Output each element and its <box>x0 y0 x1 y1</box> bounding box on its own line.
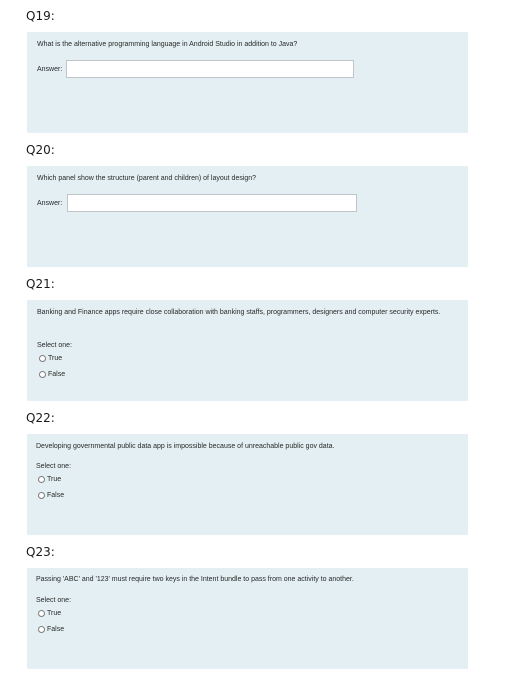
radio-button[interactable] <box>38 492 45 499</box>
option-false-q21[interactable] <box>39 371 65 378</box>
option-label: True <box>48 355 63 362</box>
question-text-q19: What is the alternative programming language in Android Studio in addition to Java? <box>37 41 298 48</box>
question-box-q23 <box>27 568 468 669</box>
radio-button[interactable] <box>39 371 46 378</box>
question-text-q23: Passing 'ABC' and '123' must require two keys in the Intent bundle to pass from one activity to another. <box>36 576 354 583</box>
question-box-q20 <box>27 166 468 267</box>
question-title-q19: Q19: <box>26 9 55 23</box>
question-title-q21: Q21: <box>26 277 55 291</box>
option-true-q22[interactable] <box>38 476 61 483</box>
select-label-q22: Select one: <box>36 463 72 470</box>
question-text-q22: Developing governmental public data app is impossible because of unreachable public gov data. <box>36 443 335 450</box>
answer-label-q20: Answer: <box>37 200 63 207</box>
question-title-q23: Q23: <box>26 545 55 559</box>
question-title-q22: Q22: <box>26 411 55 425</box>
radio-button[interactable] <box>39 355 46 362</box>
answer-input-q20[interactable] <box>67 194 357 212</box>
question-box-q22 <box>27 434 468 535</box>
option-true-q23[interactable] <box>38 610 61 617</box>
option-label: False <box>47 626 65 633</box>
select-label-q21: Select one: <box>37 342 73 349</box>
question-title-q20: Q20: <box>26 143 55 157</box>
option-false-q22[interactable] <box>38 492 64 499</box>
answer-label-q19: Answer: <box>37 66 63 73</box>
option-true-q21[interactable] <box>39 355 62 362</box>
option-label: True <box>47 476 62 483</box>
radio-button[interactable] <box>38 476 45 483</box>
question-box-q21 <box>27 300 468 401</box>
select-label-q23: Select one: <box>36 597 72 604</box>
answer-input-q19[interactable] <box>66 60 354 78</box>
option-label: False <box>48 371 66 378</box>
option-false-q23[interactable] <box>38 626 64 633</box>
question-box-q19 <box>27 32 468 133</box>
option-label: True <box>47 610 62 617</box>
question-text-q21: Banking and Finance apps require close collaboration with banking staffs, programmers, designers and computer security experts. <box>37 309 441 316</box>
radio-button[interactable] <box>38 610 45 617</box>
question-text-q20: Which panel show the structure (parent and children) of layout design? <box>37 175 257 182</box>
option-label: False <box>47 492 65 499</box>
radio-button[interactable] <box>38 626 45 633</box>
